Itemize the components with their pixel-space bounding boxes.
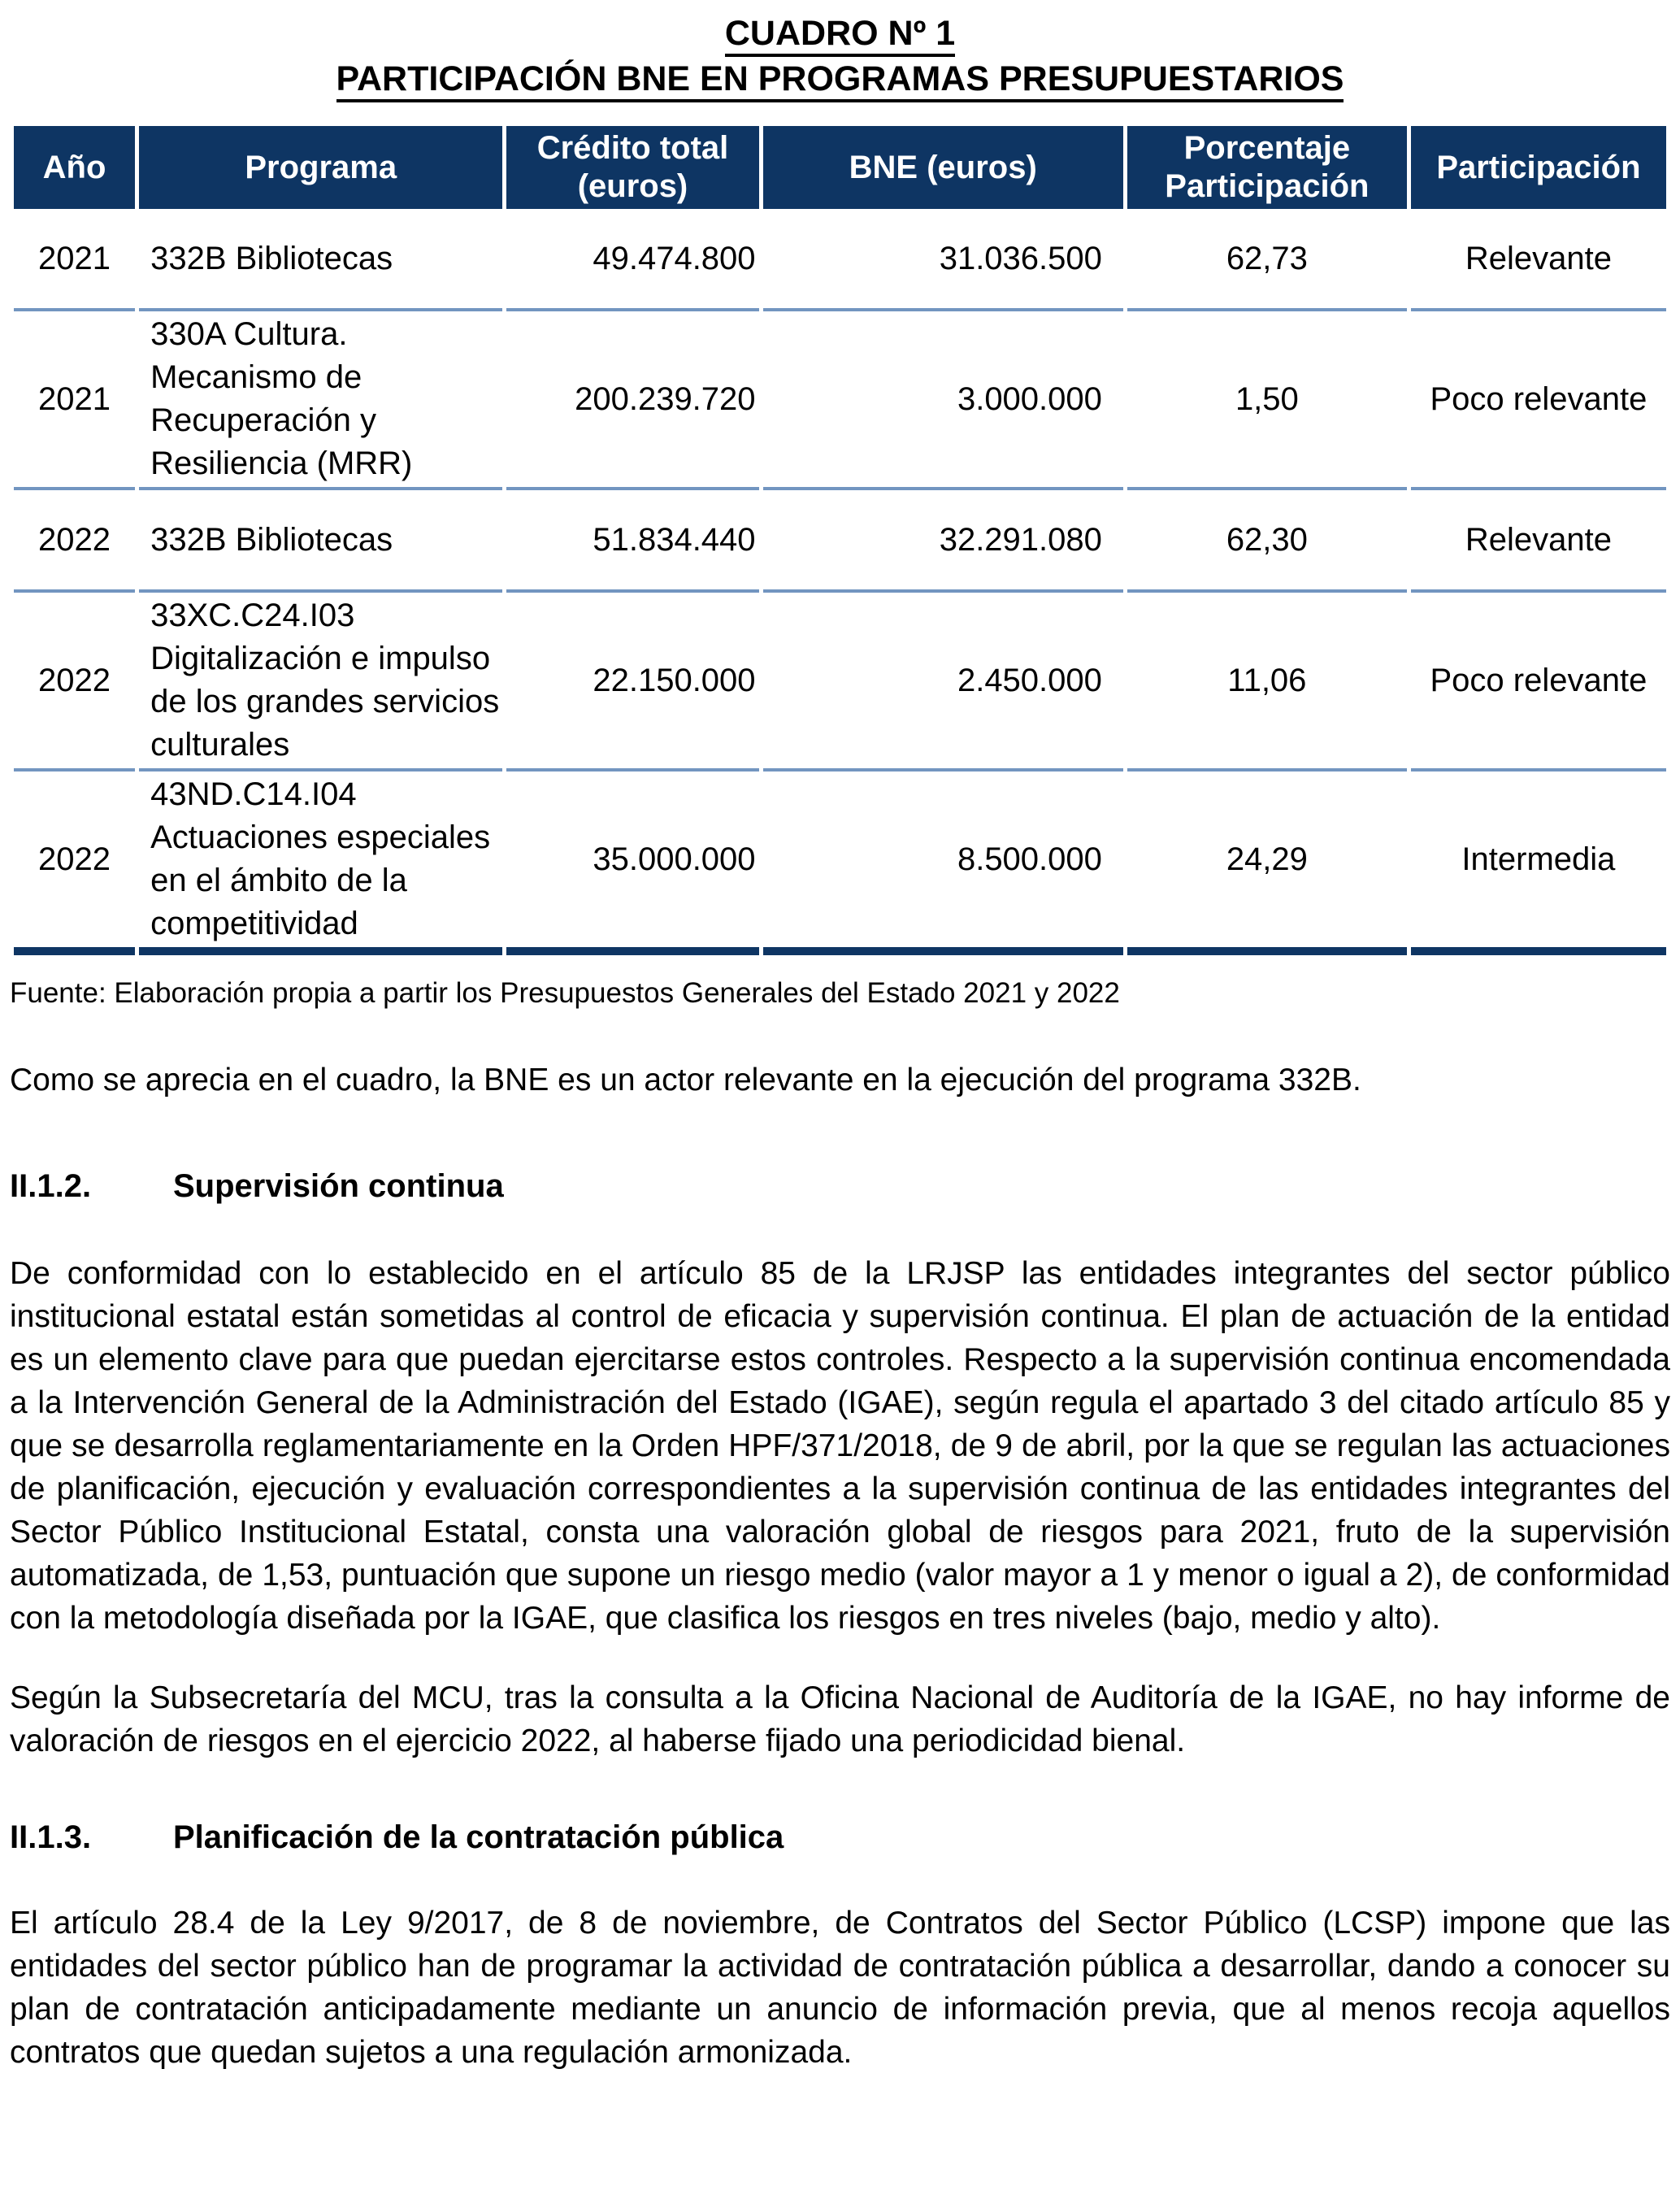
col-header-participacion: Participación [1411, 126, 1666, 209]
cell-participacion: Intermedia [1411, 771, 1666, 955]
caption-line-2-text: PARTICIPACIÓN BNE EN PROGRAMAS PRESUPUESTARIOS [336, 59, 1344, 102]
table-row [14, 593, 1666, 771]
paragraph-igae-2022: Según la Subsecretaría del MCU, tras la consulta a la Oficina Nacional de Auditoría de la IGAE, no hay informe de valoración de riesgos en el ejercicio 2022, al haberse fijado una periodicidad bienal. [10, 1680, 1670, 1758]
caption-line-1-text: CUADRO Nº 1 [725, 14, 955, 57]
table-row [14, 311, 1666, 490]
cell-bne: 2.450.000 [763, 593, 1123, 771]
caption-line-1 [10, 11, 1670, 56]
cell-bne: 8.500.000 [763, 771, 1123, 955]
heading-contratacion-publica [10, 1816, 1670, 1859]
heading-supervision-text: Supervisión continua [173, 1168, 504, 1204]
heading-supervision-continua [10, 1165, 1670, 1208]
cell-ano: 2022 [14, 593, 135, 771]
paragraph-intro: Como se aprecia en el cuadro, la BNE es un actor relevante en la ejecución del programa 332B. [10, 1063, 1361, 1097]
heading-supervision-number: II.1.2. [10, 1168, 92, 1204]
col-header-ano: Año [14, 126, 135, 209]
cell-programa: 43ND.C14.I04 Actuaciones especiales en el ámbito de la competitividad [139, 771, 502, 955]
cell-credito: 35.000.000 [506, 771, 758, 955]
table-body [14, 209, 1666, 955]
cell-bne: 3.000.000 [763, 311, 1123, 490]
col-header-programa: Programa [139, 126, 502, 209]
table-source: Fuente: Elaboración propia a partir los Presupuestos Generales del Estado 2021 y 2022 [10, 977, 1120, 1009]
cell-porcentaje: 62,30 [1127, 490, 1407, 593]
cell-credito: 22.150.000 [506, 593, 758, 771]
table-row [14, 490, 1666, 593]
cell-ano: 2021 [14, 311, 135, 490]
col-header-bne: BNE (euros) [763, 126, 1123, 209]
table-header-row [14, 126, 1666, 209]
caption-line-2 [10, 56, 1670, 102]
cell-ano: 2022 [14, 490, 135, 593]
table-row [14, 771, 1666, 955]
cell-participacion: Poco relevante [1411, 593, 1666, 771]
cell-porcentaje: 1,50 [1127, 311, 1407, 490]
paragraph-supervision: De conformidad con lo establecido en el artículo 85 de la LRJSP las entidades integrantes del sector público institucional estatal están sometidas al control de eficacia y supervisión continua. El plan de actuación de la entidad es un elemento clave para que puedan ejercitarse estos controles. Respecto a la supervisión continua encomendada a la Intervención General de la Administración del Estado (IGAE), según regula el apartado 3 del citado artículo 85 y que se desarrolla reglamentariamente en la Orden HPF/371/2018, de 9 de abril, por la que se regulan las actuaciones de planificación, ejecución y evaluación correspondientes a la supervisión continua de las entidades integrantes del Sector Público Institucional Estatal, consta una valoración global de riesgos para 2021, fruto de la supervisión automatizada, de 1,53, puntuación que supone un riesgo medio (valor mayor a 1 y menor o igual a 2), de conformidad con la metodología diseñada por la IGAE, que clasifica los riesgos en tres niveles (bajo, medio y alto). [10, 1256, 1670, 1636]
table-caption [10, 11, 1670, 102]
col-header-credito-total: Crédito total (euros) [506, 126, 758, 209]
cell-bne: 31.036.500 [763, 209, 1123, 311]
cell-participacion: Poco relevante [1411, 311, 1666, 490]
cell-porcentaje: 11,06 [1127, 593, 1407, 771]
heading-contratacion-number: II.1.3. [10, 1819, 92, 1855]
col-header-porcentaje: Porcentaje Participación [1127, 126, 1407, 209]
cell-credito: 49.474.800 [506, 209, 758, 311]
paragraph-lcsp: El artículo 28.4 de la Ley 9/2017, de 8 de noviembre, de Contratos del Sector Público (LCSP) impone que las entidades del sector público han de programar la actividad de contratación pública a desarrollar, dando a conocer su plan de contratación anticipadamente mediante un anuncio de información previa, que al menos recoja aquellos contratos que quedan sujetos a una regulación armonizada. [10, 1906, 1670, 2070]
cell-programa: 332B Bibliotecas [139, 490, 502, 593]
cell-ano: 2021 [14, 209, 135, 311]
budget-programs-table [10, 126, 1670, 955]
cell-porcentaje: 62,73 [1127, 209, 1407, 311]
cell-credito: 51.834.440 [506, 490, 758, 593]
cell-ano: 2022 [14, 771, 135, 955]
table-row [14, 209, 1666, 311]
cell-porcentaje: 24,29 [1127, 771, 1407, 955]
cell-programa: 33XC.C24.I03 Digitalización e impulso de los grandes servicios culturales [139, 593, 502, 771]
cell-participacion: Relevante [1411, 490, 1666, 593]
cell-bne: 32.291.080 [763, 490, 1123, 593]
cell-programa: 332B Bibliotecas [139, 209, 502, 311]
cell-credito: 200.239.720 [506, 311, 758, 490]
cell-participacion: Relevante [1411, 209, 1666, 311]
table-header [14, 126, 1666, 209]
heading-contratacion-text: Planificación de la contratación pública [173, 1819, 784, 1855]
cell-programa: 330A Cultura. Mecanismo de Recuperación y Resiliencia (MRR) [139, 311, 502, 490]
